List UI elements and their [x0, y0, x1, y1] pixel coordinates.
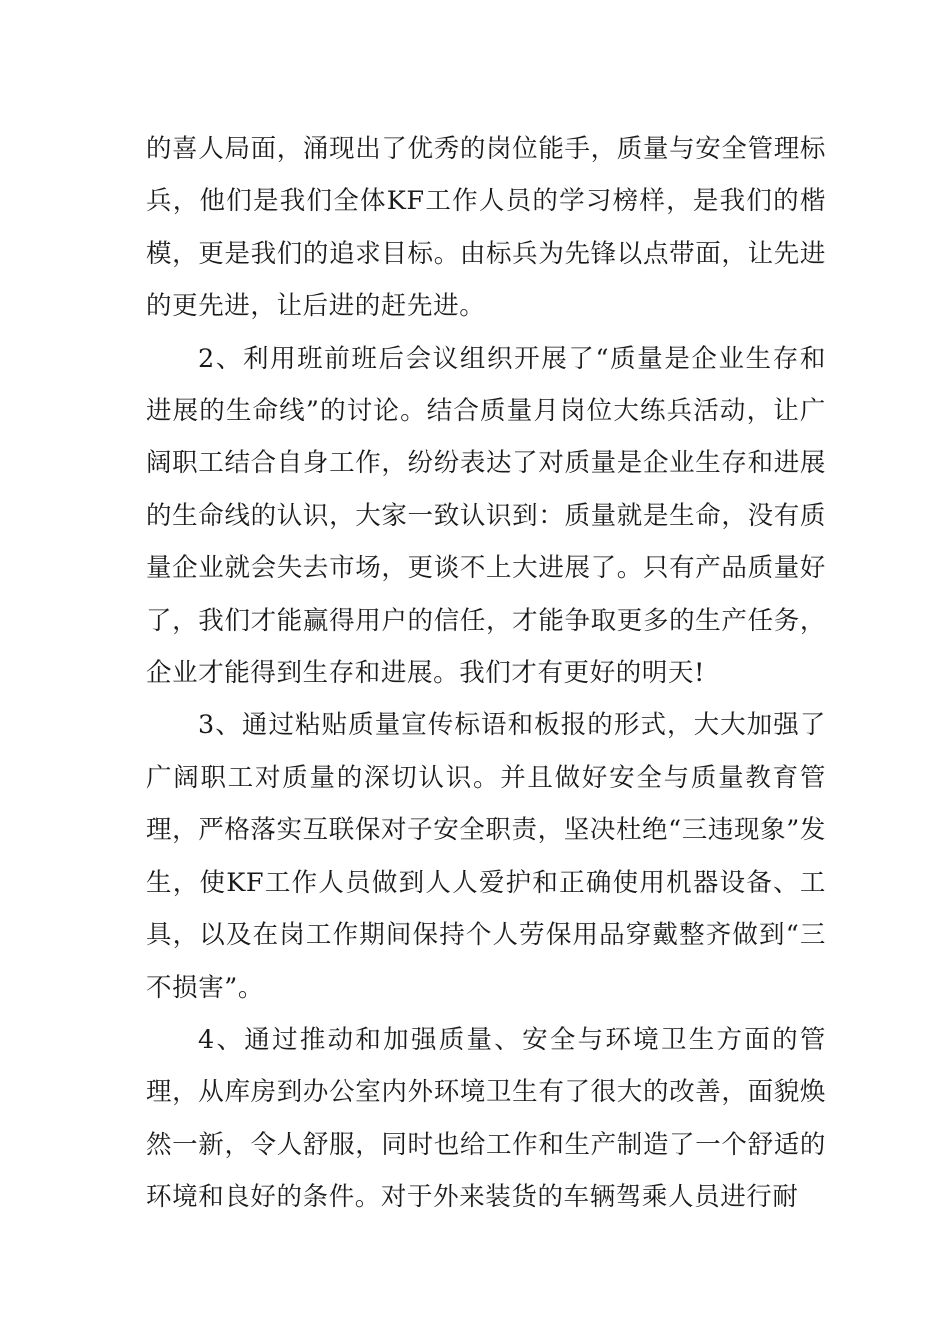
- paragraph-2: 2、利用班前班后会议组织开展了“质量是企业生存和进展的生命线”的讨论。结合质量月岗位大练兵活动，让广阔职工结合自身工作，纷纷表达了对质量是企业生存和进展的生命线的认识，大家一致认识到：质量就是生命，没有质量企业就会失去市场，更谈不上大进展了。只有产品质量好了，我们才能赢得用户的信任，才能争取更多的生产任务，企业才能得到生存和进展。我们才有更好的明天!: [146, 343, 826, 689]
- paragraph-1-continuation: 的喜人局面，涌现出了优秀的岗位能手，质量与安全管理标兵，他们是我们全体KF工作人员的学习榜样，是我们的楷模，更是我们的追求目标。由标兵为先锋以点带面，让先进的更先进，让后进的赶先进。: [146, 134, 826, 322]
- document-body: [146, 123, 826, 1224]
- paragraph-3: 3、通过粘贴质量宣传标语和板报的形式，大大加强了广阔职工对质量的深切认识。并且做好安全与质量教育管理，严格落实互联保对子安全职责，坚决杜绝“三违现象”发生，使KF工作人员做到人人爱护和正确使用机器设备、工具，以及在岗工作期间保持个人劳保用品穿戴整齐做到“三不损害”。: [146, 710, 826, 1003]
- paragraph-4: 4、通过推动和加强质量、安全与环境卫生方面的管理，从库房到办公室内外环境卫生有了很大的改善，面貌焕然一新，令人舒服，同时也给工作和生产制造了一个舒适的环境和良好的条件。对于外来装货的车辆驾乘人员进行耐: [146, 1024, 826, 1213]
